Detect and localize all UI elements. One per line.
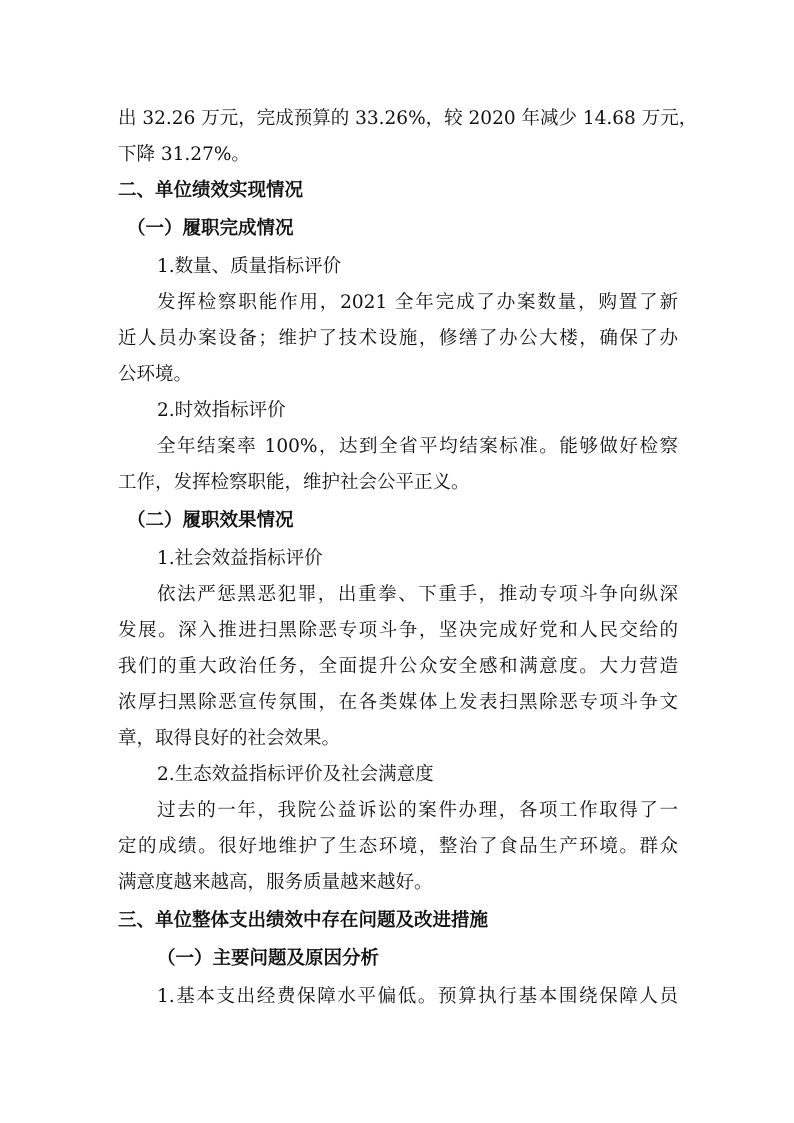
body-line: 浓厚扫黑除恶宣传氛围，在各类媒体上发表扫黑除恶专项斗争文	[118, 692, 678, 713]
body-line: 依法严惩黑恶犯罪，出重拳、下重手，推动专项斗争向纵深	[157, 584, 678, 605]
body-line: 工作，发挥检察职能，维护社会公平正义。	[118, 472, 470, 493]
body-line: 我们的重大政治任务，全面提升公众安全感和满意度。大力营造	[118, 656, 678, 677]
item-heading: 2.时效指标评价	[157, 400, 286, 421]
section-heading: 三、单位整体支出绩效中存在问题及改进措施	[118, 910, 489, 931]
item-heading: 2.生态效益指标评价及社会满意度	[157, 764, 434, 785]
section-heading: 二、单位绩效实现情况	[118, 180, 304, 201]
body-line: 定的成绩。很好地维护了生态环境，整治了食品生产环境。群众	[118, 836, 678, 857]
body-line: 满意度越来越高，服务质量越来越好。	[118, 872, 433, 893]
body-line: 发展。深入推进扫黑除恶专项斗争，坚决完成好党和人民交给的	[118, 620, 678, 641]
subsection-heading: （一）主要问题及原因分析	[157, 948, 380, 969]
subsection-heading: （一）履职完成情况	[127, 218, 294, 239]
body-line: 全年结案率 100%，达到全省平均结案标准。能够做好检察	[157, 436, 678, 457]
body-line: 发挥检察职能作用，2021 全年完成了办案数量，购置了新	[157, 292, 678, 313]
body-line: 1.基本支出经费保障水平偏低。预算执行基本围绕保障人员	[157, 986, 678, 1007]
subsection-heading: （二）履职效果情况	[127, 510, 294, 531]
item-heading: 1.数量、质量指标评价	[157, 256, 342, 277]
item-heading: 1.社会效益指标评价	[157, 548, 323, 569]
body-line: 章，取得良好的社会效果。	[118, 728, 341, 749]
body-line: 出 32.26 万元，完成预算的 33.26%，较 2020 年减少 14.68 万元，	[118, 108, 698, 129]
body-line: 下降 31.27%。	[118, 144, 250, 165]
body-line: 过去的一年，我院公益诉讼的案件办理，各项工作取得了一	[157, 800, 678, 821]
body-line: 近人员办案设备；维护了技术设施，修缮了办公大楼，确保了办	[118, 328, 678, 349]
body-line: 公环境。	[118, 364, 193, 385]
